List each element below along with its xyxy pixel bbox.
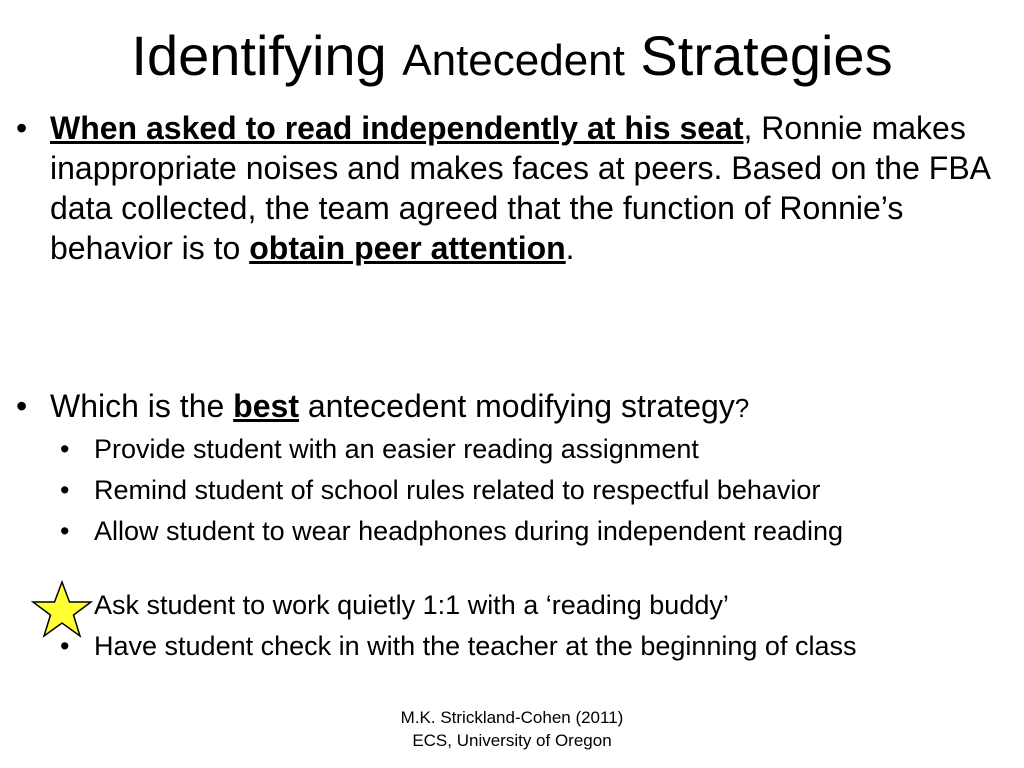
scenario-bullet — [16, 108, 1010, 268]
slide-title — [0, 22, 1024, 95]
option-item-correct — [94, 589, 1019, 622]
bullet-marker: • — [60, 516, 70, 546]
scenario-function: obtain peer attention — [249, 230, 566, 266]
option-text: Remind student of school rules related to respectful behavior — [94, 475, 821, 505]
title-part-1: Identifying — [131, 24, 403, 87]
footer-line-1: M.K. Strickland-Cohen (2011) — [400, 708, 624, 727]
option-item — [60, 433, 1019, 466]
option-item — [60, 474, 1019, 507]
question-emphasis: best — [233, 388, 299, 424]
title-part-2: Antecedent — [402, 36, 625, 85]
scenario-body: Ronnie makes inappropriate noises and makes faces at peers. Based on the FBA data collected, the team agreed that the function of Ronnie’s behavior is to — [50, 110, 990, 266]
question-post: antecedent modifying strategy — [298, 388, 735, 424]
option-text: Have student check in with the teacher at the beginning of class — [94, 631, 857, 661]
question-pre: Which is the — [50, 388, 234, 424]
footer-citation — [0, 706, 1024, 752]
star-icon — [30, 580, 94, 638]
option-text: Provide student with an easier reading assignment — [94, 434, 699, 464]
bullet-marker: • — [60, 434, 70, 464]
bullet-marker: • — [60, 631, 70, 661]
scenario-period: . — [565, 230, 575, 266]
option-text: Ask student to work quietly 1:1 with a ‘reading buddy’ — [94, 590, 729, 620]
question-mark: ? — [734, 393, 750, 423]
option-text: Allow student to wear headphones during independent reading — [94, 516, 844, 546]
option-item — [60, 630, 984, 663]
bullet-marker: • — [16, 110, 28, 146]
bullet-marker: • — [60, 475, 70, 505]
scenario-comma: , — [743, 110, 753, 146]
question-bullet — [16, 386, 1010, 428]
title-part-3: Strategies — [624, 24, 893, 87]
bullet-marker: • — [16, 388, 28, 424]
footer-line-2: ECS, University of Oregon — [412, 731, 612, 750]
option-item — [60, 515, 954, 548]
scenario-lead: When asked to read independently at his seat — [50, 110, 744, 146]
